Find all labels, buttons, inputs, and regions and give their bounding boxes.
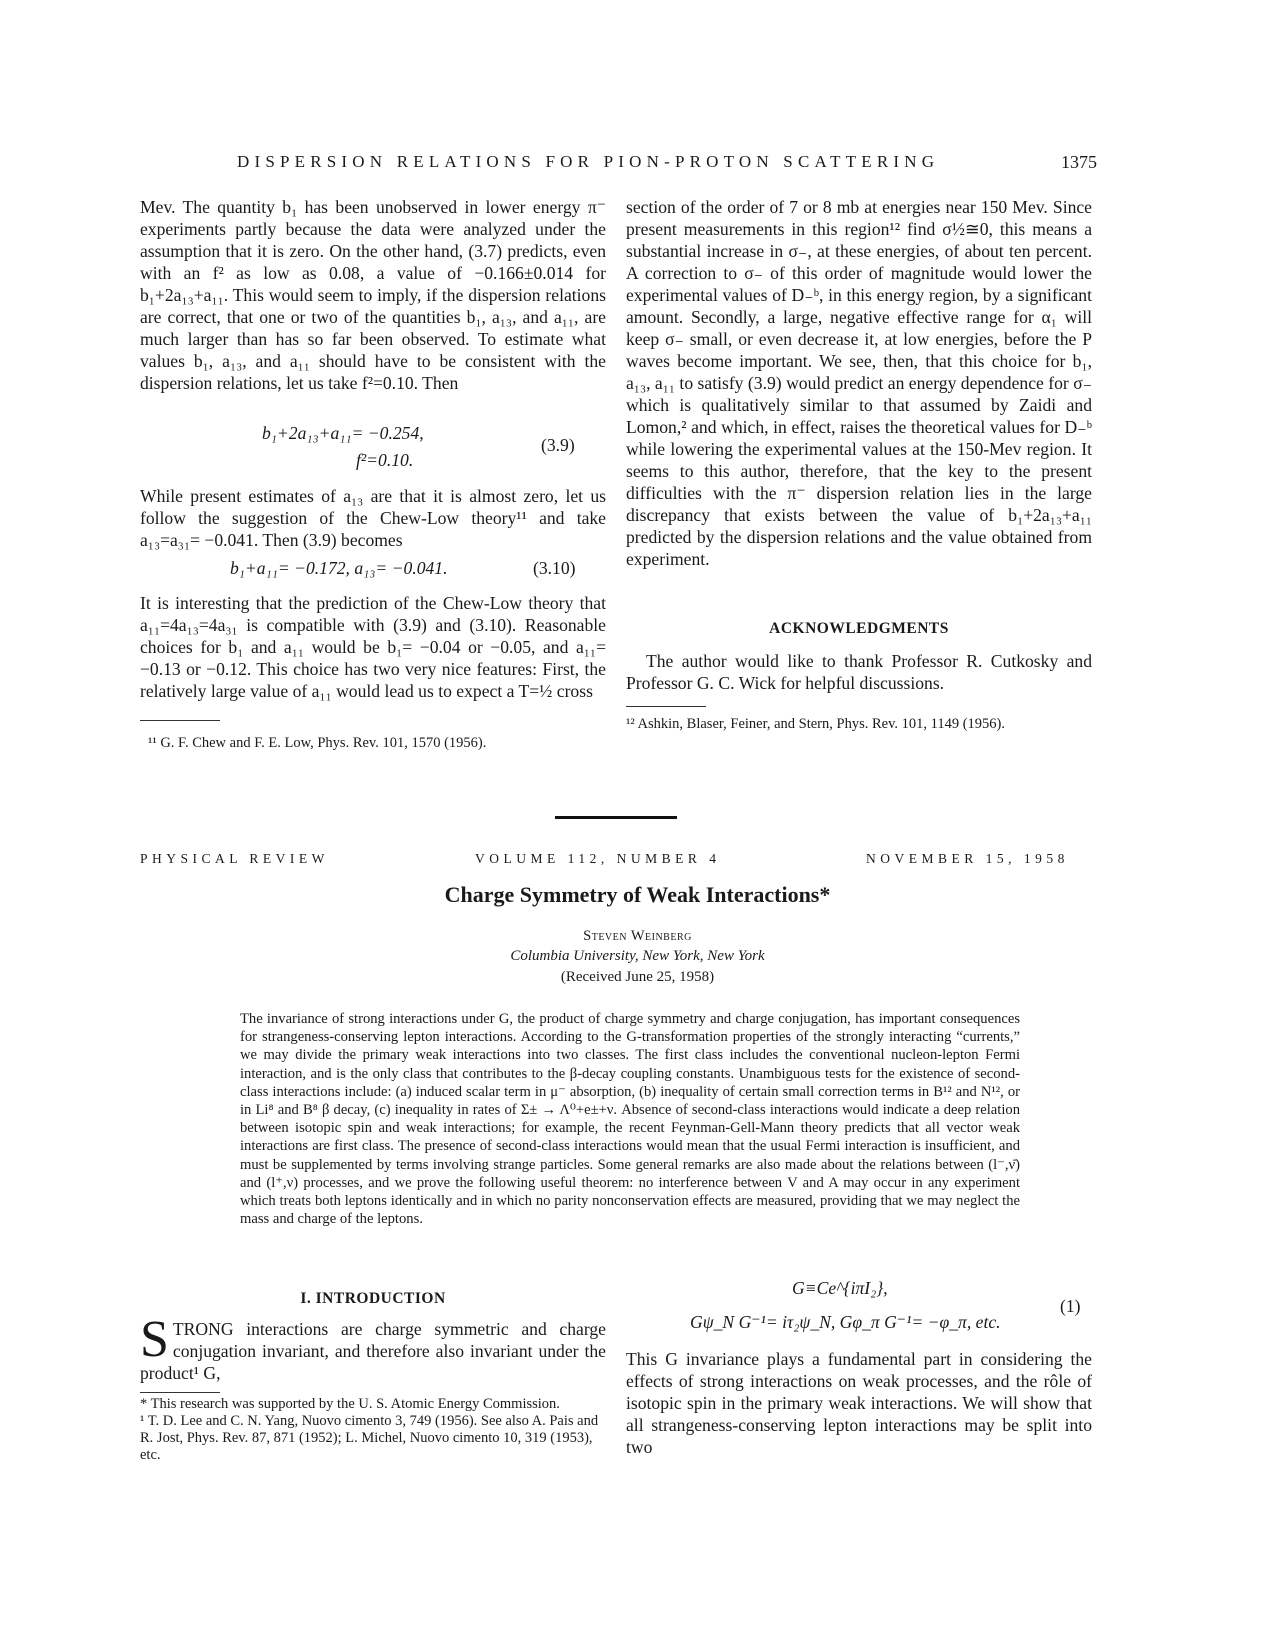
author-affiliation: Columbia University, New York, New York (510, 948, 765, 964)
footnote-rule-right (626, 706, 706, 707)
section-heading-introduction: I. INTRODUCTION (300, 1290, 446, 1307)
equation-3-9-line2: f²=0.10. (356, 450, 414, 470)
intro-left-paragraph (140, 1311, 606, 1384)
acknowledgments-text: The author would like to thank Professor R. Cutkosky and Professor G. C. Wick for helpful discussions. (626, 651, 1092, 693)
acknowledgments-heading: ACKNOWLEDGMENTS (769, 620, 949, 637)
left-column-para2 (140, 485, 606, 551)
received-date: (Received June 25, 1958) (560, 969, 715, 985)
left-para3-text: It is interesting that the prediction of the Chew-Low theory that a₁₁=4a₁₃=4a₃₁ is compatible with (3.9) and (3.10). Reasonable choices for b₁ and a₁₁ would be b₁= −0.04 or −0.05, and a₁₁= −0.13 or −0.12. This choice has two very nice features: First, the relatively large value of a₁₁ would lead us to expect a T=½ cross (140, 593, 606, 701)
left-column-para3 (140, 592, 606, 702)
article-title: Charge Symmetry of Weak Interactions* (444, 882, 831, 907)
intro-left-text: TRONG interactions are charge symmetric and charge conjugation invariant, and therefore also invariant under the product¹ G, (140, 1319, 606, 1383)
article-separator (555, 816, 677, 819)
equation-3-9-line1: b₁+2a₁₃+a₁₁= −0.254, (262, 423, 424, 443)
footnote-12: ¹² Ashkin, Blaser, Feiner, and Stern, Phys. Rev. 101, 1149 (1956). (626, 716, 1005, 732)
left-column-para1 (140, 196, 606, 394)
right-column-para1 (626, 196, 1092, 570)
footnote-1: ¹ T. D. Lee and C. N. Yang, Nuovo cimento 3, 749 (1956). See also A. Pais and R. Jost, Phys. Rev. 87, 871 (1952); L. Michel, Nuovo cimento 10, 319 (1953), etc. (140, 1413, 599, 1463)
volume-number: VOLUME 112, NUMBER 4 (475, 851, 721, 866)
left-para1-text: Mev. The quantity b₁ has been unobserved in lower energy π⁻ experiments partly because the data were analyzed under the assumption that it is zero. On the other hand, (3.7) predicts, even with an f² as low as 0.08, a value of −0.166±0.014 for b₁+2a₁₃+a₁₁. This would seem to imply, if the dispersion relations are correct, that one or two of the quantities b₁, a₁₃, and a₁₁, are much larger than has so far been observed. To estimate what values b₁, a₁₃, and a₁₁ should have to be consistent with the dispersion relations, let us take f²=0.10. Then (140, 197, 606, 393)
footnote-star: * This research was supported by the U. S. Atomic Energy Commission. (140, 1396, 560, 1412)
issue-date: NOVEMBER 15, 1958 (866, 851, 1069, 866)
intro-footnotes (140, 1396, 606, 1464)
footnote-11: ¹¹ G. F. Chew and F. E. Low, Phys. Rev. 101, 1570 (1956). (148, 735, 487, 751)
article-abstract: The invariance of strong interactions under G, the product of charge symmetry and charge conjugation, has important consequences for strangeness-conserving lepton interactions. According to the G-transformation properties of the strongly interacting “currents,” we may divide the primary weak interactions into two classes. The first class includes the conventional nucleon-lepton Fermi interaction, and is the only class that contributes to the β-decay coupling constants. Unambiguous tests for the existence of second-class interactions include: (a) induced scalar term in μ⁻ absorption, (b) inequality of certain small correction terms in B¹² and N¹², or in Li⁸ and B⁸ β decay, (c) inequality in rates of Σ± → Λ⁰+e±+ν. Absence of second-class interactions would indicate a deep relation between isotopic spin and weak interactions; for example, the recent Feynman-Gell-Mann theory predicts that all vector weak interactions are first class. The presence of second-class interactions would mean that the usual Fermi interaction is insufficient, and must be supplemented by terms involving strange particles. Some general remarks are also made about the relations between (l⁻,ν̄) and (l⁺,ν) processes, and we prove the following useful theorem: no interference between V and A may occur in any experiment which treats both leptons identically and in which no parity nonconservation effects are measured, providing that we may neglect the mass and charge of the leptons. (240, 1011, 1020, 1228)
equation-1-number: (1) (1060, 1296, 1081, 1316)
right-para1-text: section of the order of 7 or 8 mb at energies near 150 Mev. Since present measurements in this region¹² find σ½≅0, this means a substantial increase in σ₋, at these energies, of about ten percent. A correction to σ₋ of this order of magnitude would lower the experimental values of D₋ᵇ, in this energy region, by a significant amount. Secondly, a large, negative effective range for α₁ will keep σ₋ small, or even decrease it, at low energies, before the P waves become important. We see, then, that this choice for b₁, a₁₃, a₁₁ to satisfy (3.9) would predict an energy dependence for σ₋ which is qualitatively similar to that assumed by Zaidi and Lomon,² and which, in effect, raises the theoretical values for D₋ᵇ while lowering the experimental values at the 150-Mev region. It seems to this author, therefore, that the key to the present difficulties with the π⁻ dispersion relation lies in the large discrepancy that exists between the value of b₁+2a₁₃+a₁₁ predicted by the dispersion relations and the value obtained from experiment. (626, 197, 1092, 569)
equation-3-10-number: (3.10) (533, 558, 576, 578)
running-title: DISPERSION RELATIONS FOR PION-PROTON SCATTERING (237, 152, 940, 171)
equation-3-9-number: (3.9) (541, 435, 575, 455)
intro-dropcap: S (140, 1311, 169, 1368)
left-para2-text: While present estimates of a₁₃ are that it is almost zero, let us follow the suggestion of the Chew-Low theory¹¹ and take a₁₃=a₃₁= −0.041. Then (3.9) becomes (140, 486, 606, 550)
intro-right-paragraph: This G invariance plays a fundamental part in considering the effects of strong interactions on weak processes, and the rôle of isotopic spin in the primary weak interactions. We will show that all strangeness-conserving lepton interactions may be split into two (626, 1349, 1092, 1457)
page-number: 1375 (1061, 152, 1097, 172)
equation-1-line1: G≡Ce^{iπI₂}, (792, 1278, 888, 1298)
footnote-rule-intro (140, 1392, 220, 1393)
footnote-rule-left (140, 720, 220, 721)
journal-name: PHYSICAL REVIEW (140, 851, 329, 866)
article-author: Steven Weinberg (583, 928, 692, 944)
equation-1-line2: Gψ_N G⁻¹= iτ₂ψ_N, Gφ_π G⁻¹= −φ_π, etc. (690, 1312, 1001, 1332)
equation-3-10: b₁+a₁₁= −0.172, a₁₃= −0.041. (230, 558, 448, 578)
